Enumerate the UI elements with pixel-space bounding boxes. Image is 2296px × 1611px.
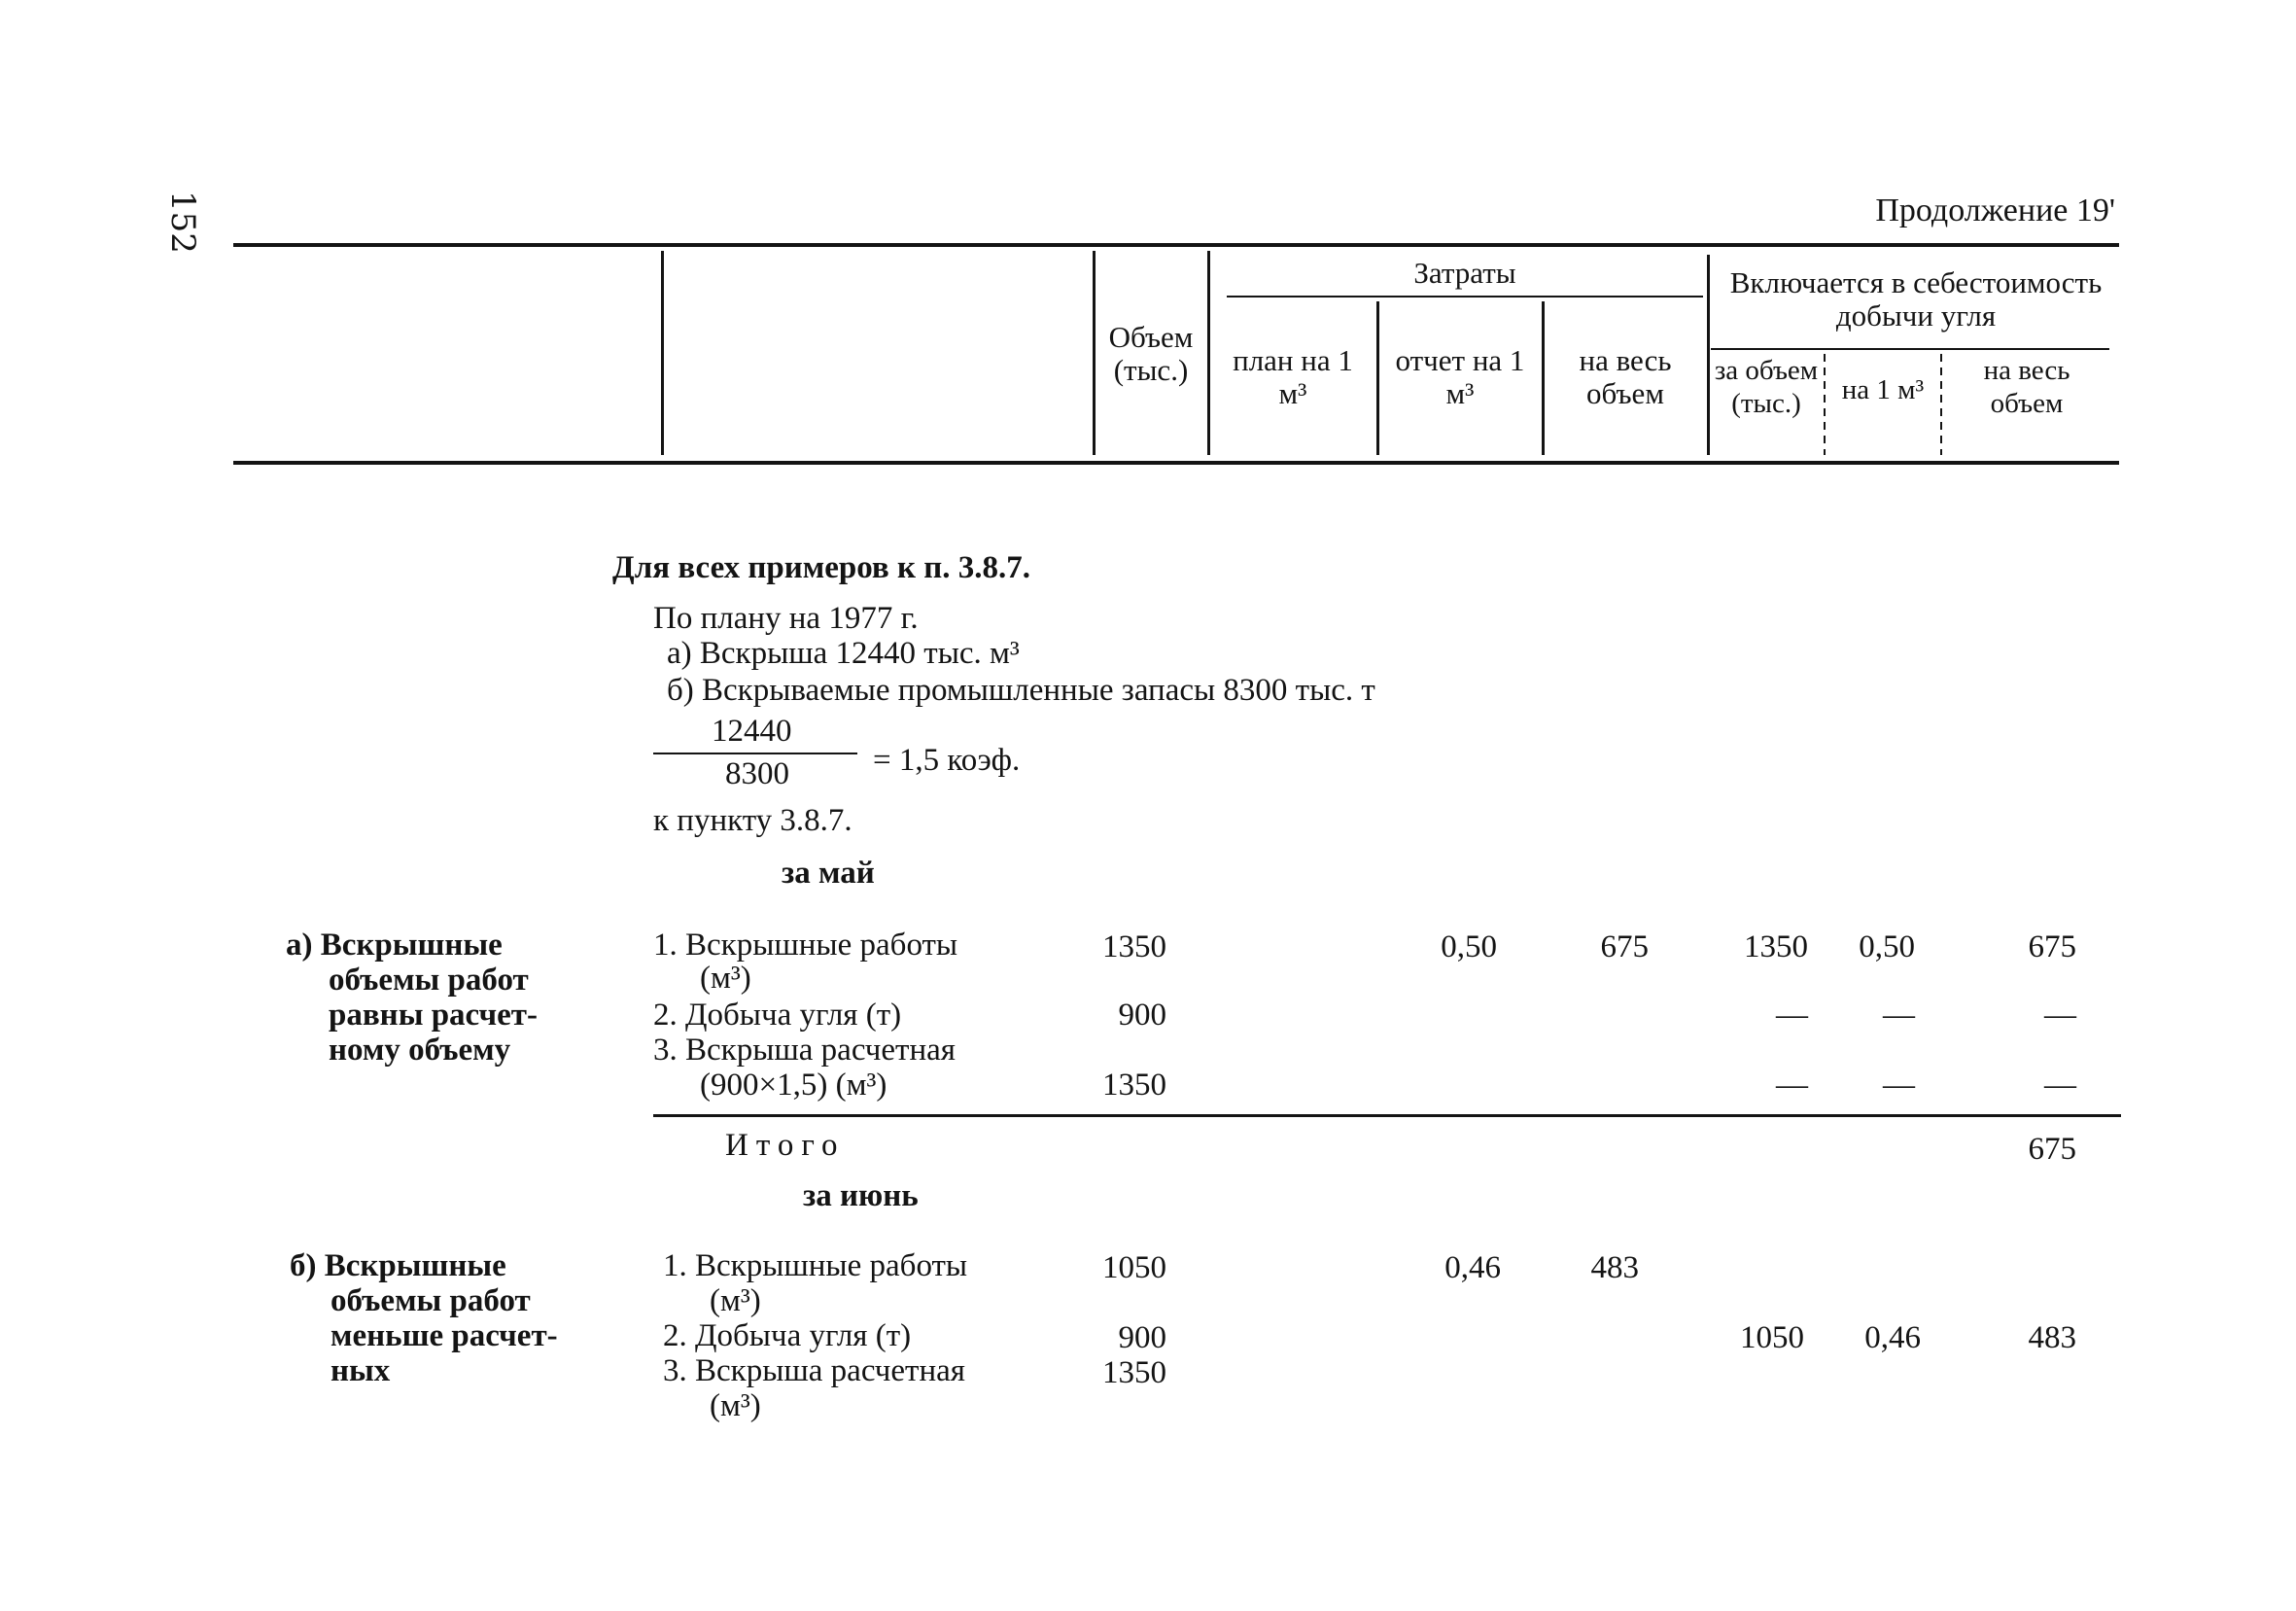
total-label: Итого: [725, 1128, 846, 1163]
row-name: 1. Вскрышные работы: [653, 928, 958, 963]
section-may-title: за май: [782, 856, 875, 891]
header-costs-group: Затраты: [1413, 256, 1516, 290]
total-rule: [653, 1114, 2121, 1117]
row-volume: 1350: [1102, 929, 1166, 964]
row-volume: 1350: [1102, 1355, 1166, 1390]
row-cost-total: 675: [2028, 929, 2076, 964]
header-volume: Объем (тыс.): [1108, 320, 1194, 387]
continuation-title: Продолжение 19': [1875, 193, 2115, 228]
row-cost-per: 0,46: [1864, 1320, 1921, 1355]
row-total: 483: [1590, 1250, 1639, 1285]
case-b-label: объемы работ: [330, 1283, 531, 1318]
row-name: 1. Вскрышные работы: [663, 1248, 968, 1283]
fraction-bar: [653, 753, 857, 754]
row-name: 3. Вскрыша расчетная: [663, 1353, 965, 1388]
row-cost-volume: 1050: [1740, 1320, 1804, 1355]
row-cost-total: —: [2044, 998, 2076, 1033]
row-cost-volume: 1350: [1744, 929, 1808, 964]
case-b-label: б) Вскрышные: [290, 1248, 506, 1283]
case-b-label: меньше расчет-: [330, 1318, 558, 1353]
page-number: 152: [163, 191, 202, 254]
row-name: 2. Добыча угля (т): [663, 1318, 912, 1353]
section-june-title: за июнь: [803, 1178, 919, 1213]
fraction-result: = 1,5 коэф.: [873, 743, 1021, 778]
fraction-numerator: 12440: [712, 714, 792, 749]
header-costs-plan: план на 1 м³: [1233, 343, 1353, 410]
row-name: 3. Вскрыша расчетная: [653, 1033, 956, 1068]
header-divider: [1707, 255, 1710, 455]
header-divider: [1207, 251, 1210, 455]
row-cost-per: —: [1883, 998, 1915, 1033]
fraction-denominator: 8300: [725, 756, 789, 791]
row-name-cont: (м³): [700, 961, 751, 996]
header-divider: [661, 251, 664, 455]
row-volume: 1350: [1102, 1068, 1166, 1103]
row-cost-per: 0,50: [1859, 929, 1915, 964]
row-total: 675: [1600, 929, 1649, 964]
case-a-label: равны расчет-: [329, 998, 538, 1033]
case-a-label: объемы работ: [329, 963, 529, 998]
row-cost-volume: —: [1776, 1068, 1808, 1103]
intro-reference: к пункту 3.8.7.: [653, 803, 852, 838]
case-a-label: ному объему: [329, 1033, 511, 1068]
total-value: 675: [2028, 1132, 2076, 1167]
header-costs-report: отчет на 1 м³: [1395, 343, 1525, 410]
intro-item-b: б) Вскрываемые промышленные запасы 8300 тыс. т: [667, 673, 1375, 708]
row-report: 0,50: [1441, 929, 1497, 964]
row-report: 0,46: [1444, 1250, 1501, 1285]
row-name: 2. Добыча угля (т): [653, 998, 902, 1033]
header-divider: [1542, 301, 1545, 455]
header-divider: [1093, 251, 1096, 455]
row-name-cont: (м³): [710, 1388, 761, 1423]
header-cost-total: на весь объем: [1983, 355, 2070, 419]
intro-item-a: а) Вскрыша 12440 тыс. м³: [667, 636, 1020, 671]
header-top-rule: [233, 243, 2119, 247]
header-cost-volume: за объем (тыс.): [1714, 355, 1819, 419]
row-volume: 1050: [1102, 1250, 1166, 1285]
intro-heading: Для всех примеров к п. 3.8.7.: [612, 550, 1030, 585]
intro-plan-line: По плану на 1977 г.: [653, 601, 919, 636]
row-name-cont: (900×1,5) (м³): [700, 1068, 887, 1103]
header-dashed-divider: [1940, 354, 1942, 455]
row-cost-per: —: [1883, 1068, 1915, 1103]
header-costs-total: на весь объем: [1579, 343, 1672, 410]
row-cost-total: —: [2044, 1068, 2076, 1103]
row-cost-volume: —: [1776, 998, 1808, 1033]
row-volume: 900: [1118, 998, 1166, 1033]
case-a-label: а) Вскрышные: [286, 928, 503, 963]
case-b-label: ных: [330, 1353, 391, 1388]
header-divider: [1376, 301, 1379, 455]
header-dashed-divider: [1824, 354, 1826, 455]
row-volume: 900: [1118, 1320, 1166, 1355]
cost-group-rule: [1711, 348, 2109, 350]
header-bottom-rule: [233, 461, 2119, 465]
row-cost-total: 483: [2028, 1320, 2076, 1355]
header-cost-per-m3: на 1 м³: [1841, 374, 1925, 405]
costs-group-rule: [1227, 296, 1703, 298]
header-cost-group: Включается в себестоимость добычи угля: [1729, 265, 2103, 333]
row-name-cont: (м³): [710, 1283, 761, 1318]
